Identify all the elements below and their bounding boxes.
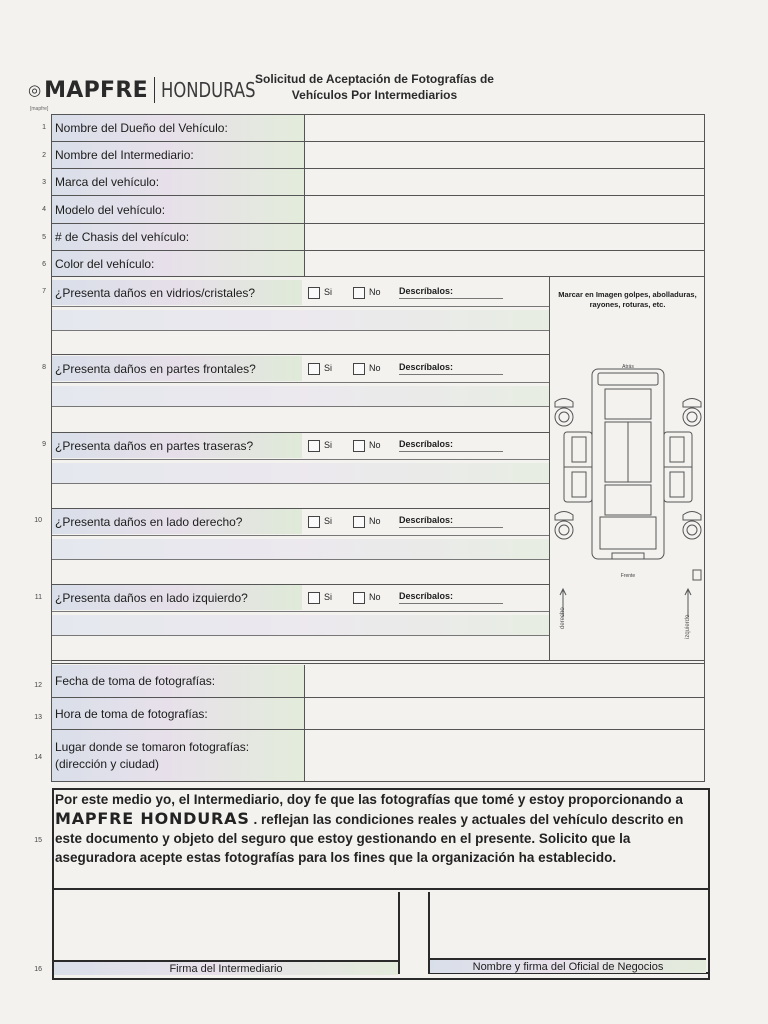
no-label: No	[369, 440, 381, 450]
officer-signature-label: Nombre y firma del Oficial de Negocios	[430, 958, 706, 973]
damage-description-field[interactable]	[52, 307, 549, 330]
damage-description-field[interactable]	[52, 536, 549, 559]
yes-label: Si	[324, 440, 333, 450]
photo-time-label: Hora de toma de fotografías:	[52, 698, 304, 730]
row-number: 1	[42, 124, 46, 131]
damage-question-label: ¿Presenta daños en partes frontales?	[52, 356, 302, 381]
no-checkbox[interactable]	[353, 440, 365, 452]
row-divider	[52, 354, 549, 355]
declaration-brand: MAPFRE HONDURAS	[55, 809, 250, 828]
row-number: 13	[34, 714, 42, 721]
wheel-rear-right	[555, 408, 573, 426]
describe-line	[52, 635, 549, 636]
diagram-bottom-label: Frente	[620, 573, 636, 579]
row-number: 16	[34, 966, 42, 973]
vehicle-model-label: Modelo del vehículo:	[52, 196, 304, 224]
photo-time-field[interactable]	[304, 698, 704, 730]
damage-question-label: ¿Presenta daños en partes traseras?	[52, 433, 302, 458]
no-label: No	[369, 287, 381, 297]
damage-description-field[interactable]	[52, 460, 549, 483]
owner-name-label: Nombre del Dueño del Vehículo:	[52, 115, 304, 142]
form-title	[232, 71, 517, 103]
declaration-text-before: Por este medio yo, el Intermediario, doy fe que las fotografías que tomé y estoy proporcionando a	[55, 792, 683, 807]
logo-divider	[154, 77, 155, 103]
yes-label: Si	[324, 287, 333, 297]
describe-underline	[399, 451, 503, 452]
logo-subtext: [mapfre]	[30, 106, 49, 112]
row-number: 6	[42, 261, 46, 268]
damage-question-label: ¿Presenta daños en lado derecho?	[52, 509, 302, 534]
no-checkbox[interactable]	[353, 516, 365, 528]
left-side-label: izquierdo	[685, 614, 691, 639]
no-checkbox[interactable]	[353, 592, 365, 604]
row-number: 3	[42, 179, 46, 186]
declaration-text-after: . reflejan las condiciones reales y actuales del vehículo descrito en este documento y objeto del seguro que estoy gestionando en el presente. Solicito que la aseguradora acepte estas fotografías para los fines que la organización ha establecido.	[55, 812, 684, 865]
row-number: 8	[42, 364, 46, 371]
row-number: 12	[34, 682, 42, 689]
row-number: 5	[42, 234, 46, 241]
diagram-caption: Marcar en Imagen golpes, abolladuras, rayones, roturas, etc.	[558, 290, 697, 309]
damage-description-field[interactable]	[52, 383, 549, 406]
damage-description-field[interactable]	[52, 612, 549, 635]
intermediary-signature-label: Firma del Intermediario	[54, 960, 398, 975]
describe-underline	[399, 527, 503, 528]
form-title-line-2: Vehículos Por Intermediarios	[291, 88, 458, 102]
yes-checkbox[interactable]	[308, 516, 320, 528]
intermediary-name-label: Nombre del Intermediario:	[52, 142, 304, 169]
no-checkbox[interactable]	[353, 287, 365, 299]
photo-date-label: Fecha de toma de fotografías:	[52, 665, 304, 698]
describe-label: Descríbalos:	[399, 439, 454, 449]
yes-label: Si	[324, 592, 333, 602]
section-divider	[52, 663, 704, 664]
vehicle-make-field[interactable]	[304, 169, 704, 196]
describe-label: Descríbalos:	[399, 286, 454, 296]
declaration-text	[55, 790, 705, 867]
describe-label: Descríbalos:	[399, 515, 454, 525]
car-top-view-diagram[interactable]	[550, 277, 705, 660]
describe-underline	[399, 374, 503, 375]
brand-region: HONDURAS	[160, 78, 256, 102]
mapfre-emblem-icon: ◎	[28, 81, 42, 99]
yes-checkbox[interactable]	[308, 363, 320, 375]
photo-location-label-line-2: (dirección y ciudad)	[55, 756, 160, 771]
photo-location-field[interactable]	[304, 730, 704, 782]
vehicle-diagram-panel	[549, 277, 704, 660]
row-number: 14	[34, 754, 42, 761]
row-number: 10	[34, 517, 42, 524]
damage-question-front	[52, 356, 549, 432]
vehicle-model-field[interactable]	[304, 196, 704, 224]
chassis-number-field[interactable]	[304, 224, 704, 251]
damage-question-glass	[52, 280, 549, 356]
yes-checkbox[interactable]	[308, 287, 320, 299]
no-label: No	[369, 363, 381, 373]
section-divider	[52, 660, 704, 661]
describe-line	[52, 406, 549, 407]
intermediary-name-field[interactable]	[304, 142, 704, 169]
no-checkbox[interactable]	[353, 363, 365, 375]
yes-checkbox[interactable]	[308, 592, 320, 604]
form-title-line-1: Solicitud de Aceptación de Fotografías de	[255, 72, 494, 86]
vehicle-color-field[interactable]	[304, 251, 704, 277]
wheel-front-right	[555, 521, 573, 539]
yes-label: Si	[324, 516, 333, 526]
describe-label: Descríbalos:	[399, 591, 454, 601]
row-number: 2	[42, 152, 46, 159]
photo-location-label	[52, 730, 304, 782]
brand-name: MAPFRE	[44, 77, 148, 103]
row-number: 7	[42, 288, 46, 295]
row-number: 15	[34, 837, 42, 844]
no-label: No	[369, 592, 381, 602]
describe-line	[52, 483, 549, 484]
row-number: 11	[34, 594, 42, 601]
damage-question-label: ¿Presenta daños en lado izquierdo?	[52, 585, 302, 610]
damage-question-rear	[52, 433, 549, 509]
describe-underline	[399, 298, 503, 299]
describe-label: Descríbalos:	[399, 362, 454, 372]
wheel-rear-left	[683, 408, 701, 426]
damage-question-left-side	[52, 585, 549, 661]
row-number: 4	[42, 206, 46, 213]
photo-date-field[interactable]	[304, 665, 704, 698]
no-label: No	[369, 516, 381, 526]
describe-underline	[399, 603, 503, 604]
damage-question-right-side	[52, 509, 549, 585]
yes-checkbox[interactable]	[308, 440, 320, 452]
right-side-label: derecho	[560, 607, 566, 629]
yes-label: Si	[324, 363, 333, 373]
diagram-top-label: Atrás	[622, 364, 634, 370]
describe-line	[52, 559, 549, 560]
damage-question-label: ¿Presenta daños en vidrios/cristales?	[52, 280, 302, 305]
wheel-front-left	[683, 521, 701, 539]
photo-location-label-line-1: Lugar donde se tomaron fotografías:	[55, 739, 250, 754]
vehicle-color-label: Color del vehículo:	[52, 251, 304, 277]
chassis-number-label: # de Chasis del vehículo:	[52, 224, 304, 251]
describe-line	[52, 330, 549, 331]
vehicle-make-label: Marca del vehículo:	[52, 169, 304, 196]
row-number: 9	[42, 441, 46, 448]
owner-name-field[interactable]	[304, 115, 704, 142]
